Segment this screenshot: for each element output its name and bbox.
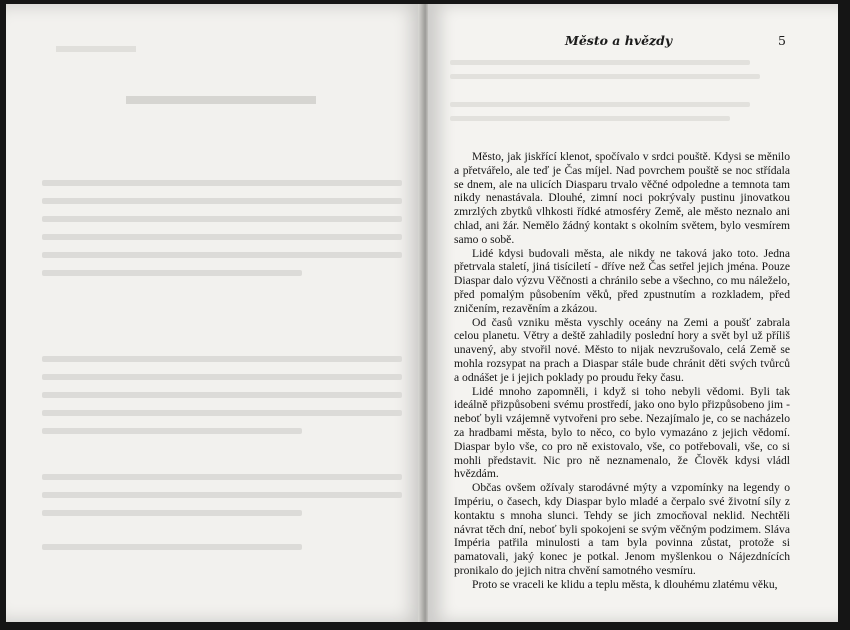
left-page xyxy=(6,4,426,622)
bleed-through-line xyxy=(42,252,402,258)
paragraph: Občas ovšem ožívaly starodávné mýty a vzpomínky na legendy o Impériu, o časech, kdy Diaspar bylo mladé a čerpalo své životní síly z kontaktu s mnoha slunci. Tehdy se jich zmocňoval neklid. Nechtěli návrat těch dní, neboť byli spokojeni se svým věčným podzimem. Sláva Impéria patřila minulosti a tam byla povinna zůstat, protože si pamatovali, jaký konec je potkal. Jenom myšlenkou o Nájezdnících pronikalo do jejich nitra chvění samotného vesmíru. xyxy=(454,481,790,577)
bleed-through-line xyxy=(450,102,750,107)
body-text xyxy=(454,150,790,592)
bleed-through-chapter-heading xyxy=(126,96,316,104)
bleed-through-line xyxy=(42,198,402,204)
bleed-through-line xyxy=(42,356,402,362)
bleed-through-line xyxy=(42,374,402,380)
bleed-through-line xyxy=(450,116,730,121)
bleed-through-line xyxy=(450,74,760,79)
bleed-through-line xyxy=(42,428,302,434)
bleed-through-line xyxy=(42,234,402,240)
bleed-through-line xyxy=(42,392,402,398)
bleed-through-line xyxy=(42,510,302,516)
paragraph: Proto se vraceli ke klidu a teplu města, k dlouhému zlatému věku, xyxy=(472,577,778,591)
bleed-through-line xyxy=(42,492,402,498)
bleed-through-line xyxy=(42,544,302,550)
bleed-through-line xyxy=(42,180,402,186)
bleed-through-line xyxy=(450,60,750,65)
page-number: 5 xyxy=(778,33,786,48)
bleed-through-line xyxy=(42,410,402,416)
paragraph: Lidé kdysi budovali města, ale nikdy ne taková jako toto. Jedna přetrvala staletí, jiná tisíciletí - dříve než Čas setřel jejich jména. Pouze Diaspar dalo výzvu Věčnosti a chránilo sebe a všechno, co mu náleželo, před pomalým působením věků, před zpustnutím a rozkladem, před zničením, rezavěním a zkázou. xyxy=(454,246,790,315)
paragraph: Lidé mnoho zapomněli, i když si toho nebyli vědomi. Byli tak ideálně přizpůsobeni svému prostředí, jako ono bylo přizpůsobeno jim - neboť byli vzájemně vytvořeni pro sebe. Nezajímalo je, co se nacházelo za hradbami města, bylo to něco, co bylo vymazáno z jejich vědomí. Diaspar bylo vše, co pro ně existovalo, vše, co potřebovali, vše, co si mohli představit. Nic pro ně neznamenalo, že Člověk kdysi vládl hvězdám. xyxy=(454,384,790,481)
paragraph: Město, jak jiskřící klenot, spočívalo v srdci pouště. Kdysi se měnilo a přetvářelo, ale teď je Čas míjel. Nad povrchem pouště se noc střídala se dnem, ale na ulicích Diasparu trvalo věčné odpoledne a temnota tam nikdy nenastávala. Dlouhé, zimní noci pokrývaly pustinu jinovatkou zmrzlých zbytků vlhkosti řídké atmosféry Země, ale město neznalo ani chlad, ani žár. Nemělo žádný kontakt s okolním světem, bylo vesmírem samo o sobě. xyxy=(454,150,790,246)
bleed-through-line xyxy=(42,474,402,480)
running-head: Město a hvězdy xyxy=(565,33,673,48)
bleed-through-running-head xyxy=(56,46,136,52)
bleed-through-line xyxy=(42,270,302,276)
paragraph: Od časů vzniku města vyschly oceány na Zemi a poušť zabrala celou planetu. Větry a deště zahladily poslední hory a svět byl už příliš unavený, aby stvořil nové. Město to nijak nevzrušovalo, celá Země se mohla rozsypat na prach a Diaspar stále bude chránit děti svých tvůrců a odnášet je i jejich poklady po proudu řeky času. xyxy=(454,315,790,384)
bleed-through-line xyxy=(42,216,402,222)
